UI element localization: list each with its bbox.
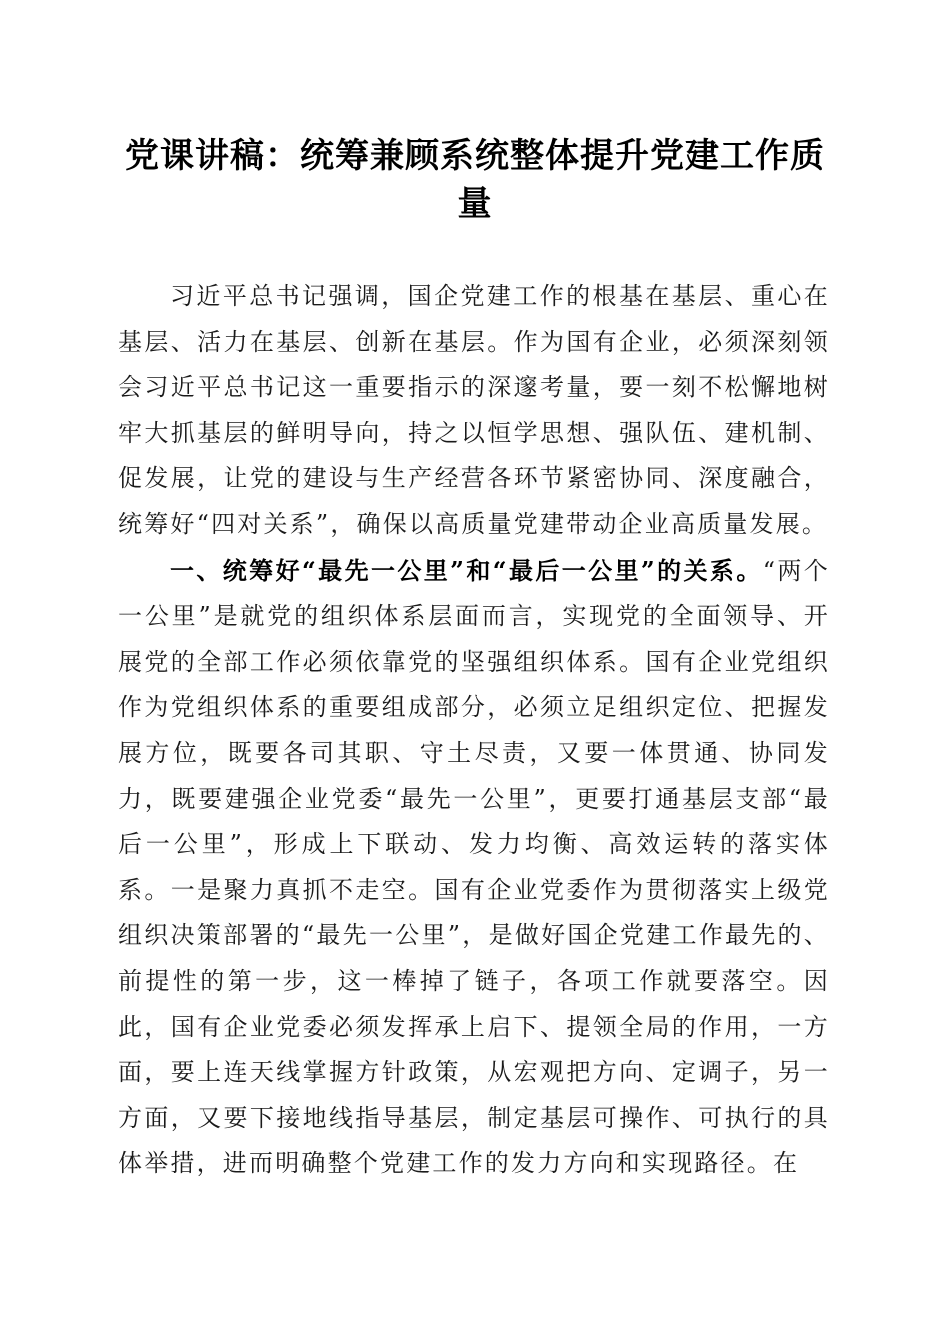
section-1-body: “两个一公里”是就党的组织体系层面而言，实现党的全面领导、开展党的全部工作必须依靠党的坚强组织体系。国有企业党组织作为党组织体系的重要组成部分，必须立足组织定位、把握发展方位，既要各司其职、守土尽责，又要一体贯通、协同发力，既要建强企业党委“最先一公里”，更要打通基层支部“最后一公里”，形成上下联动、发力均衡、高效运转的落实体系。一是聚力真抓不走空。国有企业党委作为贯彻落实上级党组织决策部署的“最先一公里”，是做好国企党建工作最先的、前提性的第一步，这一棒掉了链子，各项工作就要落空。因此，国有企业党委必须发挥承上启下、提领全局的作用，一方面，要上连天线掌握方针政策，从宏观把方向、定调子，另一方面，又要下接地线指导基层，制定基层可操作、可执行的具体举措，进而明确整个党建工作的发力方向和实现路径。在: [118, 556, 830, 1178]
document-title: 党课讲稿：统筹兼顾系统整体提升党建工作质量: [125, 136, 825, 224]
document-body: [118, 274, 830, 1187]
intro-paragraph: 习近平总书记强调，国企党建工作的根基在基层、重心在基层、活力在基层、创新在基层。作为国有企业，必须深刻领会习近平总书记这一重要指示的深邃考量，要一刻不松懈地树牢大抓基层的鲜明导向，持之以恒学思想、强队伍、建机制、促发展，让党的建设与生产经营各环节紧密协同、深度融合，统筹好“四对关系”，确保以高质量党建带动企业高质量发展。: [118, 282, 830, 538]
section-1-heading: 一、统筹好“最先一公里”和“最后一公里”的关系。: [170, 555, 763, 585]
section-1-paragraph: [118, 548, 830, 1187]
